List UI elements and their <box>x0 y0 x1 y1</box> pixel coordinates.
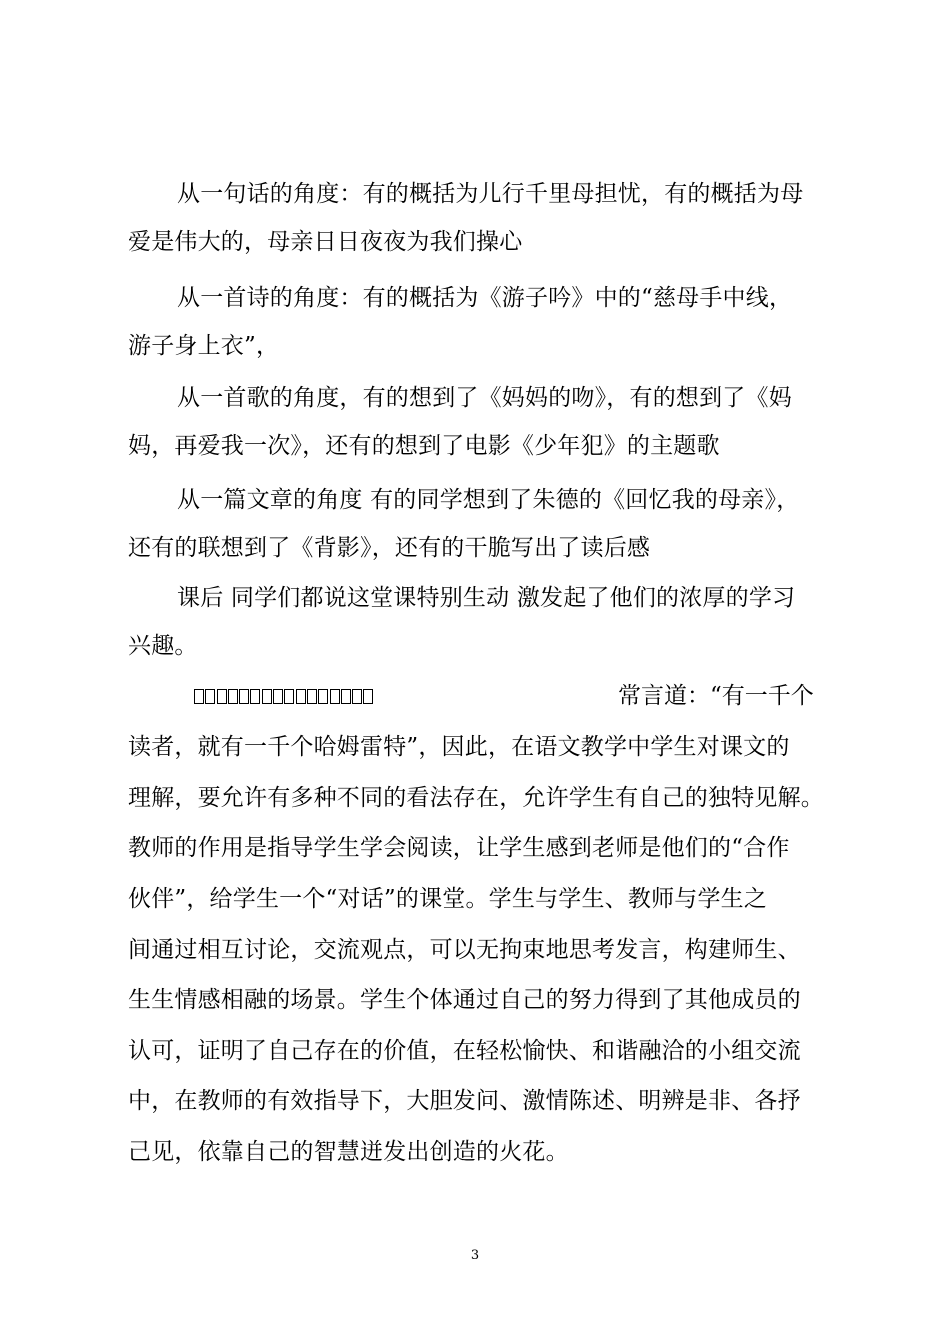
paragraph-line: 间通过相互讨论，交流观点，可以无拘束地思考发言，构建师生、 <box>128 937 801 963</box>
paragraph-line: 游子身上衣”， <box>128 333 280 359</box>
paragraph-line: 爱是伟大的，母亲日日夜夜为我们操心 <box>128 229 523 255</box>
paragraph-line: 还有的联想到了《背影》，还有的干脆写出了读后感 <box>128 535 651 561</box>
paragraph-line: 理解，要允许有多种不同的看法存在，允许学生有自己的独特见解。 <box>128 785 824 811</box>
missing-glyph-boxes <box>194 676 373 716</box>
paragraph-line: 从一篇文章的角度 有的同学想到了朱德的《回忆我的母亲》， <box>177 487 800 513</box>
page-number: 3 <box>470 1248 480 1263</box>
paragraph-line: 妈，再爱我一次》，还有的想到了电影《少年犯》的主题歌 <box>128 433 720 459</box>
paragraph-line: 教师的作用是指导学生学会阅读，让学生感到老师是他们的“合作 <box>128 835 790 861</box>
paragraph-line: 中，在教师的有效指导下，大胆发问、激情陈述、明辨是非、各抒 <box>128 1088 801 1114</box>
paragraph-line: 常言道：“有一千个 <box>618 683 814 709</box>
paragraph-line: 从一首歌的角度，有的想到了《妈妈的吻》，有的想到了《妈 <box>177 385 792 411</box>
paragraph-line: 从一首诗的角度：有的概括为《游子吟》中的“慈母手中线， <box>177 285 793 311</box>
paragraph-line: 伙伴”，给学生一个“对话”的课堂。学生与学生、教师与学生之 <box>128 886 768 912</box>
paragraph-line: 生生情感相融的场景。学生个体通过自己的努力得到了其他成员的 <box>128 987 801 1013</box>
paragraph-line: 兴趣。 <box>128 633 198 659</box>
paragraph-line: 认可，证明了自己存在的价值，在轻松愉快、和谐融洽的小组交流 <box>128 1038 801 1064</box>
paragraph-line: 课后 同学们都说这堂课特别生动 激发起了他们的浓厚的学习 <box>177 585 796 611</box>
paragraph-line: 己见，依靠自己的智慧迸发出创造的火花。 <box>128 1139 569 1165</box>
paragraph-line: 从一句话的角度：有的概括为儿行千里母担忧，有的概括为母 <box>177 181 804 207</box>
paragraph-line: 读者，就有一千个哈姆雷特”，因此，在语文教学中学生对课文的 <box>128 734 790 760</box>
